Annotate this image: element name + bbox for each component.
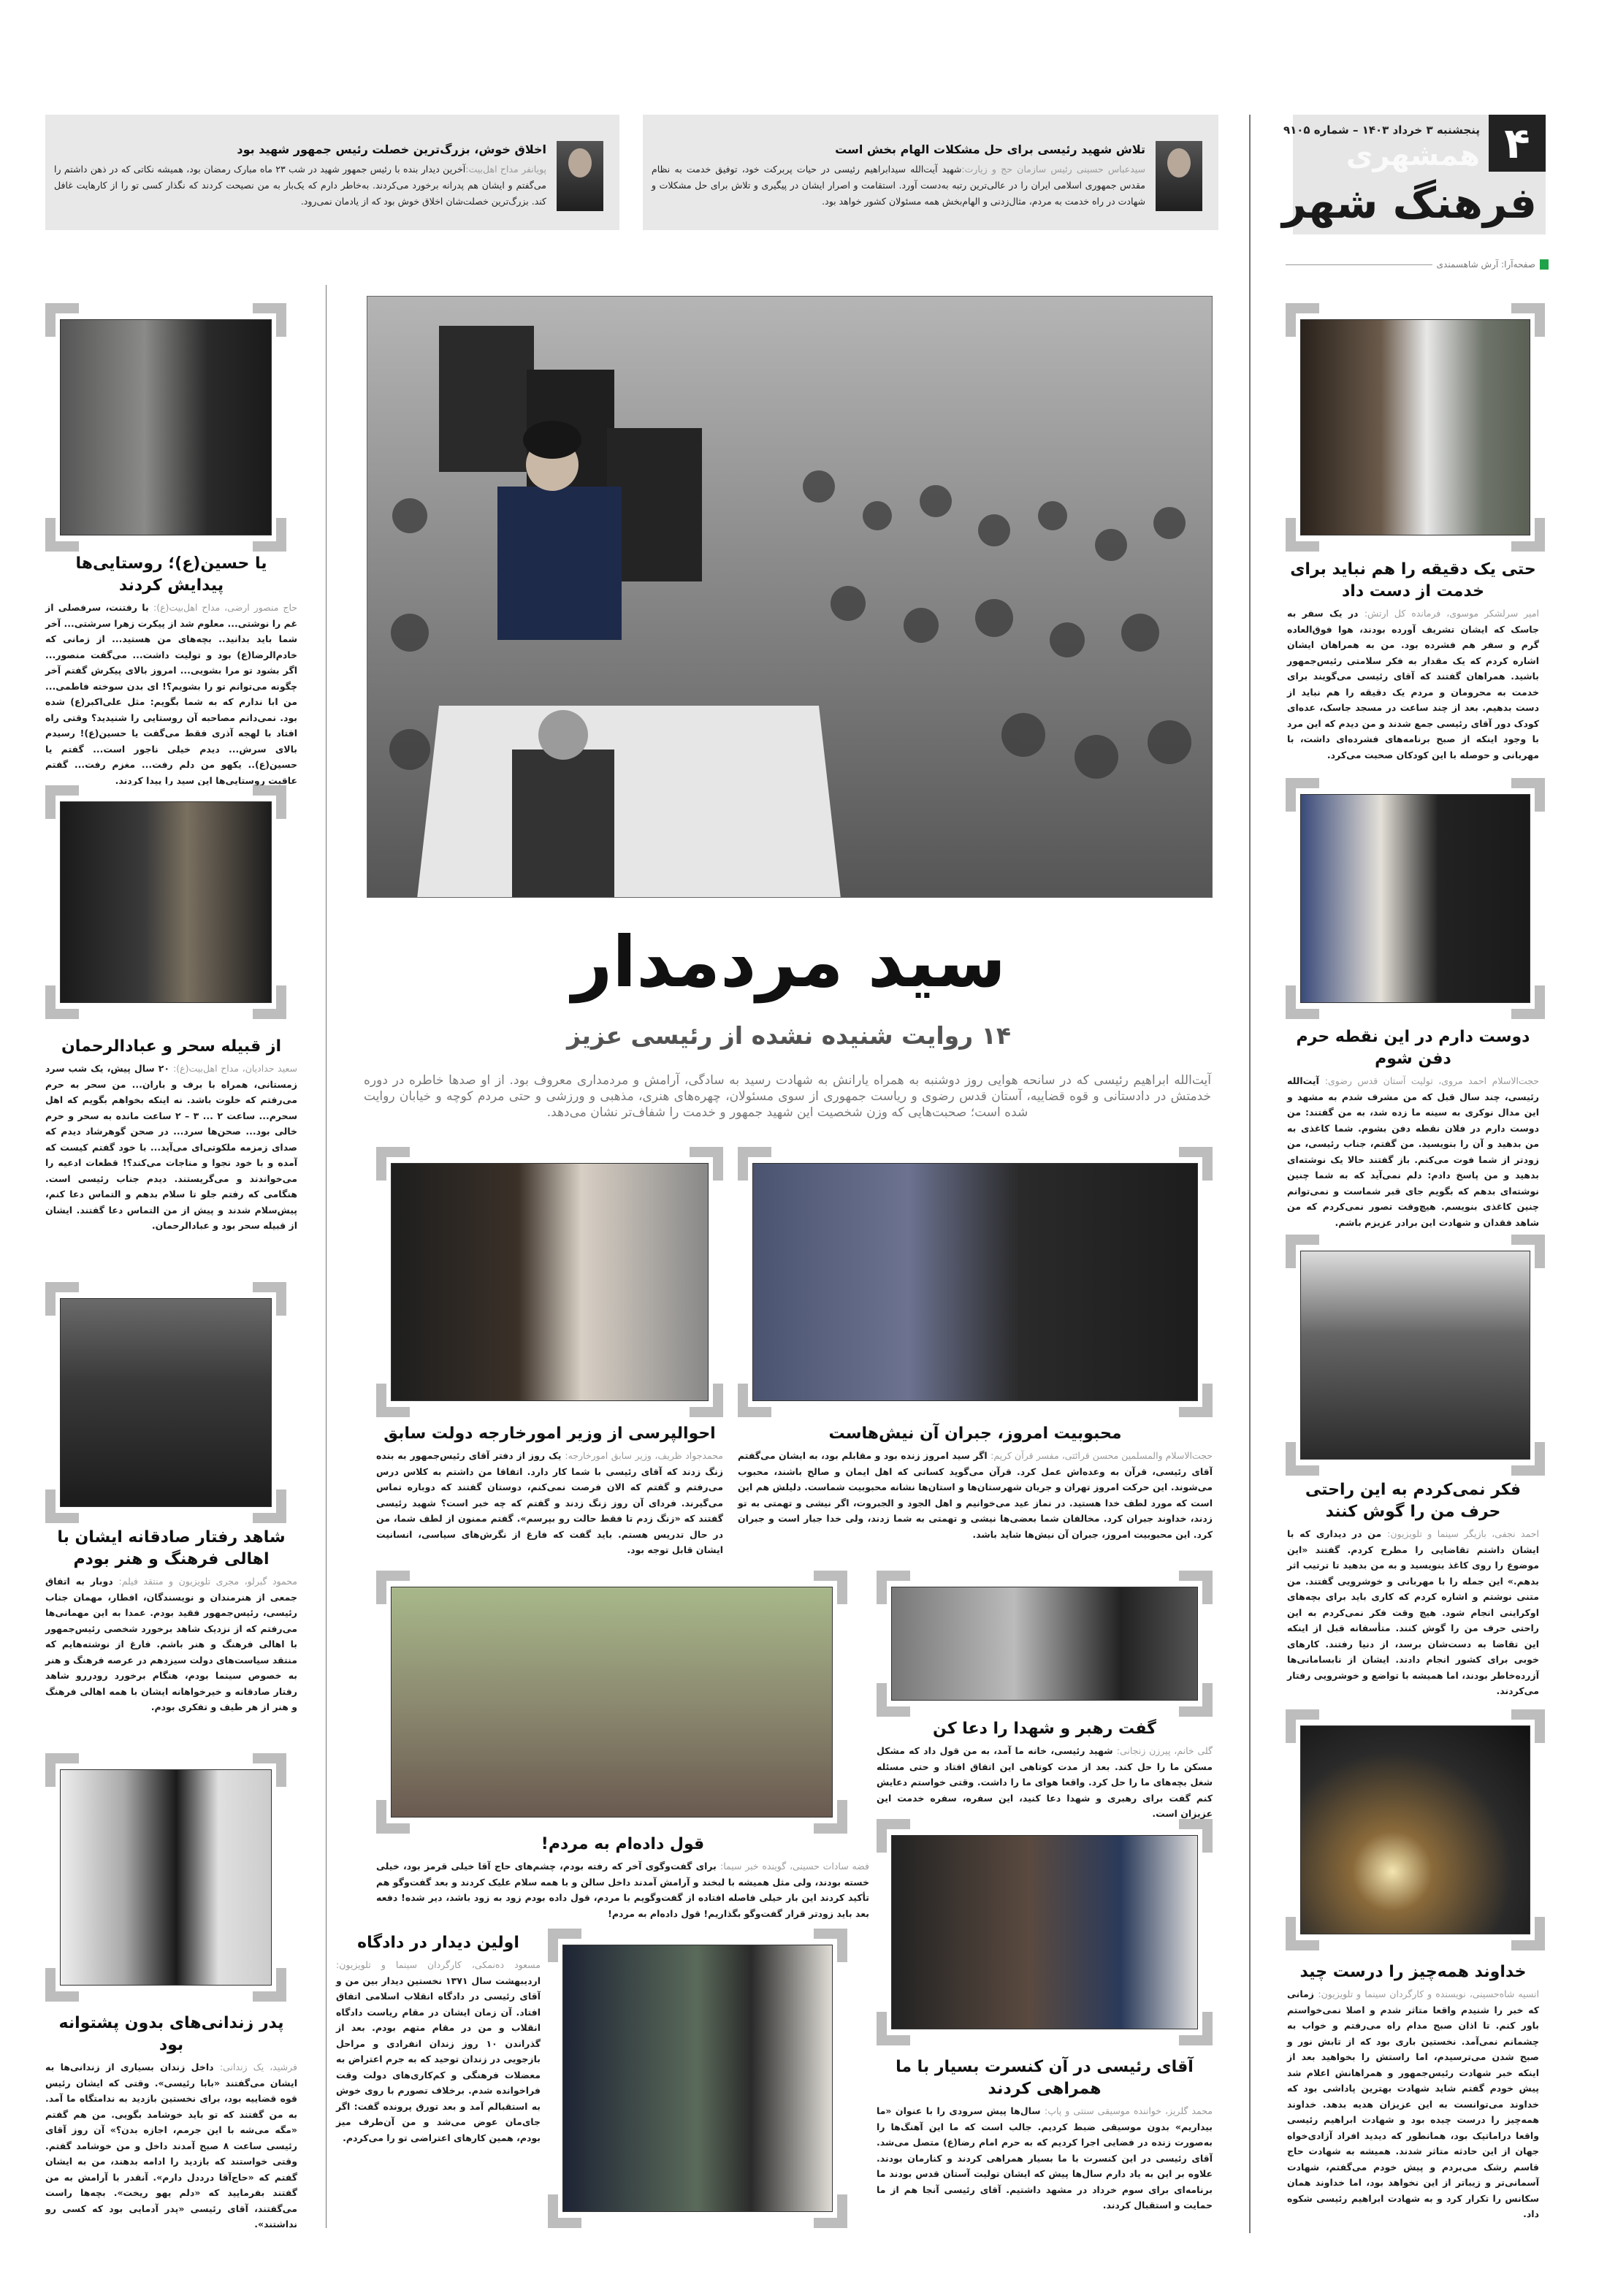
story xyxy=(376,1834,869,1921)
photo xyxy=(60,319,272,535)
top-quote-box xyxy=(643,115,1218,230)
story xyxy=(877,1718,1213,1822)
main-subtitle: ۱۴ روایت شنیده نشده از رئیسی عزیز xyxy=(567,1021,1011,1050)
photo xyxy=(60,1298,272,1507)
story-body: حجت‌الاسلام والمسلمین محسن قرائتی، مفسر قرآن کریم: اگر سید امروز زنده بود و مقابلم بود، به ایشان می‌گفتم آقای رئیسی، قرآن به وعده‌اش عمل کرد. قرآن می‌گوید کسانی که اهل ایمان و صالح باشند، محبوب می‌شوند. این حرکت امروز تهران و جریان شهرستان‌ها و استان‌ها نشانه محبوبیت شماست. دلیلش هم این است که مورد لطف خدا هستید. در نماز عید می‌خوانیم و اهل الجود و الجبروت، اگر نیشی و تهمتی به تو زدند، خداوند جبران کرد. مخالفان شما بعضی‌ها نیشی و تهمتی به شما زدند، ولی خدا جبار است و جبران کرد. این محبوبیت امروز، جبران آن نیش‌ها شاید باشد. xyxy=(738,1450,1213,1540)
story-body: حاج منصور ارضی، مداح اهل‌بیت(ع): با رفتنت، سرفصلی از غم را نوشتی... معلوم شد از پیکرت زهرا سرشتی... آخر شما باید بدانید.. بچه‌های من هستید... از زمانی که خادم‌الرضا(ع) بود و تولیت داشت... می‌گفت منصور... اگر بشود تو مرا بشویی... امروز بالای پیکرش گفتم آخر چگونه می‌توانم تو را بشویم؟! ای بدن سوخته فاطمی... من ابا ندارم که به شما بگویم: مثل علی‌اکبر(ع) شده بود. نمی‌دانم مصاحبه آن روستایی را شنیدید؟ وقتی راه افتاد با لهجه آذری فقط می‌گفت یا حسین(ع)! رسیدم بالای سرش... دیدم خیلی ناجور است... گفتم یا حسین(ع).. یکهو من دلم رفت... مغزم رفت... گفتم عاقبت روستایی‌ها این سید را پیدا کردند. xyxy=(45,602,297,786)
photo xyxy=(891,1587,1198,1701)
photo-frame xyxy=(45,1753,286,2002)
box-body: سیدعباس حسینی رئیس سازمان حج و زیارت:شهید آیت‌الله سیدابراهیم رئیسی در حیات پربرکت خود، توفیق خدمت به نظام مقدس جمهوری اسلامی ایران را در عالی‌ترین رتبه به‌دست آورد. استقامت و اصرار ایشان در پیگیری و تلاش برای حل مشکلات و شهادت در راه خدمت به مردم، مثال‌زدنی و الهام‌بخش همه مسئولان کشور خواهد بود. xyxy=(652,164,1145,207)
newspaper-logo: همشهری xyxy=(1345,139,1480,172)
photo xyxy=(1300,794,1530,1003)
page-number: ۴ xyxy=(1489,115,1546,172)
story xyxy=(45,1527,297,1715)
story xyxy=(376,1423,723,1558)
story xyxy=(1287,1961,1539,2222)
story-headline: خداوند همه‌چیز را درست چید xyxy=(1299,1963,1527,1981)
lead-paragraph: آیت‌الله ابراهیم رئیسی که در سانحه هوایی روز دوشنبه به همراه یارانش به شهادت رسید به سادگی، آرامش و مردمداری معروف بود. از او صدها خاطره در دوره خدمتش در دادستانی و قوه قضاییه، آستان قدس رضوی و ریاست جمهوری از سوی مسئولان، چهره‌های هنری، مذهبی و ورزشی و حتی مردم کوچه و خیابان روایت شده است؛ صحبت‌هایی که وزن شخصیت این شهید جمهور و خدمت را شفاف‌تر نشان می‌دهد. xyxy=(364,1073,1211,1120)
photo xyxy=(1300,319,1530,535)
story-headline: آقای رئیسی در آن کنسرت بسیار با ما همراهی کردند xyxy=(896,2058,1194,2098)
story-headline: قول داده‌ام به مردم! xyxy=(541,1835,705,1853)
photo-frame xyxy=(45,785,286,1019)
hero-photo xyxy=(367,296,1213,898)
story-headline: از قبیله سحر و عبادالرحمان xyxy=(61,1037,282,1056)
story-body: امیر سرلشکر موسوی، فرمانده کل ارتش: در یک سفر به جاسک که ایشان تشریف آورده بودند، هوا فوق‌العاده گرم و سفر هم فشرده بود. من به همراهان ایشان اشاره کردم که یک مقدار به فکر سلامتی رئیس‌جمهور باشید. همراهان گفتند که آقای رئیسی می‌گویند برای خدمت به محرومان و مردم یک دقیقه را هم نباید از دست بدهیم. بعد از چند ساعت در مسجد جاسک، عده‌ای کودک دور آقای رئیسی جمع شدند و من دیدم که این مرد با وجود اینکه از صبح برنامه‌های فشرده‌ای داشت، با مهربانی و حوصله با این کودکان صحبت می‌کرد. xyxy=(1287,608,1539,760)
photo-frame xyxy=(1286,778,1545,1019)
masthead xyxy=(1282,115,1546,234)
story-headline: پدر زندانی‌های بدون پشتوانه بود xyxy=(58,2014,284,2054)
top-quote-box xyxy=(45,115,619,230)
story-headline: محبوبیت امروز، جبران آن نیش‌هاست xyxy=(828,1424,1122,1443)
photo-frame xyxy=(376,1571,847,1834)
story-body: محمدجواد ظریف، وزیر سابق امورخارجه: یک روز از دفتر آقای رئیس‌جمهور به بنده زنگ زدند که آقای رئیسی با شما کار دارد. اتفاقا من داشتم به کلاس درس می‌رفتم و گفتم که الان فرصت نمی‌کنم، دوستان گفتند که دوباره تماس می‌گیرند. فردای آن روز زنگ زدند و گفتم که چه خبر است؟ شهید رئیسی گفتند که «زنگ زدم تا فقط حالت رو بپرسم». گفتم ممنون از لطف شما، من در حال تدریس هستم. باید گفت که فارغ از نگرش‌های سیاسی، انسانیت ایشان قابل توجه بود. xyxy=(376,1450,723,1555)
photo xyxy=(391,1587,833,1818)
story xyxy=(45,553,297,788)
story-headline: یا حسین(ع)؛ روستایی‌ها پیدایش کردند xyxy=(75,554,267,595)
story xyxy=(45,2013,297,2232)
photo xyxy=(1300,1251,1530,1460)
story-body: محمد گلریز، خواننده موسیقی سنتی و پاپ: سال‌ها پیش سرودی را با عنوان «ما بیداریم» بدون موسیقی ضبط کردیم. جالب است که ما این آهنگ‌ها را به‌صورت زنده در فضایی اجرا کردیم که به حرم امام رضا(ع) متصل می‌شد. آقای رئیسی در این کنسرت با ما بسیار همراهی کردند و کنارمان بودند. علاوه بر این به یاد دارم سال‌ها پیش که ایشان تولیت آستان قدس بودند ما برنامه‌ای برای سوم خرداد در مشهد داشتیم. آقای رئیسی آنجا هم از ما حمایت و استقبال کردند. xyxy=(877,2105,1213,2211)
story-body: فضه سادات حسینی، گوینده خبر سیما: برای گفت‌وگوی آخر که رفته بودم، چشم‌های حاج آقا خیلی قرمز بود، خیلی خسته بودند، ولی مثل همیشه با لبخند و آرامش آمدند داخل سالن و با همه سلام علیک کردند و بعد گفت‌وگو هم تأکید کردند این بار خیلی فاصله افتاده از گفت‌وگویم با مردم، قول داده بودم زود به زود باشد، دیر شده! دفعه بعد باید زودتر قرار گفت‌وگو بگذاریم! قول داده‌ام به مردم! xyxy=(376,1861,869,1919)
story-body: حجت‌الاسلام احمد مروی، تولیت آستان قدس رضوی: آیت‌الله رئیسی، چند سال قبل که من مشرف شدم به مشهد و این مدال نوکری به سینه ما زده شد، به من گفتند: من دوست دارم در فلان نقطه دفن بشوم. شما کاغذی به من بدهید و آن را بنویسید. من گفتم، جناب رئیسی، من زودتر از شما فوت می‌کنم. باز گفتند حالا یک نوشته‌ای بدهید و من پاسخ دادم: دلم نمی‌آید که به شما چنین نوشته‌ای بدهم که بگویم جای قبر شماست و نمی‌توانم چنین کاغذی بنویسم. هیچ‌وقت تصور نمی‌کردم که من شاهد فقدان و شهادت این برادر عزیزم باشم. xyxy=(1287,1075,1539,1228)
box-headline: تلاش شهید رئیسی برای حل مشکلات الهام بخش است xyxy=(835,142,1145,156)
photo-frame xyxy=(548,1929,847,2228)
issue-date: پنجشنبه ۳ خرداد ۱۴۰۳ – شماره ۹۱۰۵ xyxy=(1283,123,1480,137)
box-headline: اخلاق خوش، بزرگ‌ترین خصلت رئیس جمهور شهید بود xyxy=(237,142,546,156)
photo-frame xyxy=(877,1571,1213,1717)
section-title: فرهنگ شهر xyxy=(1282,178,1537,228)
story-body: فرشید، یک زندانی: داخل زندان بسیاری از زندانی‌ها به ایشان می‌گفتند «بابا رئیسی». وقتی که ایشان رئیس قوه قضاییه بود، برای نخستین بازدید به ندامتگاه ما آمد. به من گفتند که تو باید خوشامد بگویی. من هم گفتم «مگه می‌شه با این جرمم، اجازه بدن؟» آن روز آقای رئیسی ساعت ۸ صبح آمدند داخل و من خوشامد گفتم. وقتی خواستند که بازدید را ادامه بدهند، من به ایشان گفتم که «حاج‌آقا درددل دارم». آنقدر با آرامش به من گفتند بفرمایید که «دلم یهو ریخت». بچه‌ها راست می‌گفتند، آقای رئیسی «پدر آدمایی بود که کسی رو نداشتند». xyxy=(45,2062,297,2230)
story-body: محمود گبرلو، مجری تلویزیون و منتقد فیلم: دوبار به اتفاق جمعی از هنرمندان و نویسندگان، افطار، مهمان جناب رئیسی، رئیس‌جمهور فقید بودم. عمدا به این مهمانی‌ها می‌رفتم که از نزدیک شاهد برخورد شخصی رئیس‌جمهور با اهالی فرهنگ و هنر باشم. فارغ از نوشته‌هایم که منتقد سیاست‌های دولت سیزدهم در عرصه فرهنگ و هنر به خصوص سینما بودم، هنگام برخورد رودررو شاهد رفتار صادقانه و خیرخواهانه ایشان با همه اهالی فرهنگ و هنر از هر طیف و تفکری بودم. xyxy=(45,1576,297,1712)
photo xyxy=(891,1835,1198,2029)
green-marker-icon xyxy=(1540,259,1549,270)
story xyxy=(45,1036,297,1234)
story-headline: اولین دیدار در دادگاه xyxy=(357,1934,519,1952)
story xyxy=(877,2056,1213,2213)
main-title: سید مردمدار xyxy=(572,921,1006,1003)
photo-frame xyxy=(877,1819,1213,2045)
story xyxy=(1287,1479,1539,1699)
story-headline: احوالپرسی از وزیر امورخارجه دولت سابق xyxy=(383,1424,716,1443)
story-headline: گفت رهبر و شهدا را دعا کن xyxy=(933,1720,1156,1738)
story-headline: فکر نمی‌کردم به این راحتی حرف من را گوش کنند xyxy=(1305,1481,1522,1521)
photo-frame xyxy=(1286,1235,1545,1476)
story-body: انسیه شاه‌حسینی، نویسنده و کارگردان سینما و تلویزیون: زمانی که خبر را شنیدم واقعا متاثر شدم و اصلا نمی‌خواستم باور کنم. تا اذان صبح مدام راه می‌رفتم و خواب به چشمانم نمی‌آمد. نخستین باری بود که از تابش نور و صبح شدن می‌ترسیدم، اما راستش را بخواهید بعد از اینکه خبر شهادت رئیس‌جمهور و همراهانش اعلام شد پیش خودم گفتم شاید شهادت بهترین پاداشی بود که خداوند می‌توانست به این عزیزان هدیه بدهد. خداوند همه‌چیز را درست چیده بود و شهادت ابراهیم رئیسی واقعا دراماتیک بود، همانطور که دیدید افراد آزادی‌خواه جهان از این حادثه متاثر شدند. همیشه به شهادت حاج قاسم رشک می‌بردم و پیش خودم می‌گفتم، شهادت آسمانی‌تر و زیباتر از این نخواهد بود، اما خداوند همان سکانس را تکرار کرد و به شهادت ابراهیم رئیسی شکوه داد. xyxy=(1287,1988,1540,2219)
photo xyxy=(391,1163,709,1401)
photo xyxy=(60,1769,272,1986)
photo-frame xyxy=(376,1147,723,1417)
photo xyxy=(60,801,272,1003)
avatar xyxy=(557,141,603,211)
story-body: احمد نجفی، بازیگر سینما و تلویزیون: من در دیداری که با ایشان داشتم تقاضایی را مطرح کردم. گفتند «این موضوع را روی کاغذ بنویسید و به من بدهید تا ترتیب اثر بدهم.» این جمله را با مهربانی و خوشرویی گفتند. من متنی نوشتم و اشاره کردم که کاری باید برای بچه‌های اوکراینی انجام شود. هیچ وقت فکر نمی‌کردم به این راحتی حرف من را گوش کنند. متأسفانه قبل از اینکه این تقاضا به دست‌شان برسد، از دنیا رفتند. کارهای خوبی برای کشور انجام دادند. ایشان از نابسامانی‌ها آزرده‌خاطر بودند، اما همیشه با تواضع و خوشرویی رفتار می‌کردند. xyxy=(1287,1528,1539,1696)
story xyxy=(1287,1026,1539,1230)
column-rule xyxy=(1249,115,1251,2233)
photo-frame xyxy=(45,303,286,552)
story-body: سعید حدادیان، مداح اهل‌بیت(ع): ۲۰ سال پیش، یک شب سرد زمستانی، همراه با برف و باران... من سحر به حرم می‌رفتم که خلوت باشد. نه اینکه بخواهم بگویم که اهل سحرم... ساعت ۲ ... ۳ – ۲ ساعت مانده به سحر و حرم خالی بود... صحن‌ها سرد... در صحن گوهرشاد دیدم که صدای زمزمه ملکوتی‌ای می‌آید... با خود گفتم کیست که آمده و با خود نجوا و مناجات می‌کند؟! قطعات ادعیه را می‌خواندند و می‌گریستند. دیدم جناب رئیسی است. هنگامی که رفتم جلو تا سلام بدهم و التماس دعا کنم، پیش‌سلام شدند و پیش از من التماس دعا گفتند. ایشان از قبیله سحر بود و عبادالرحمان. xyxy=(45,1063,297,1231)
photo-frame xyxy=(738,1147,1213,1417)
avatar xyxy=(1156,141,1202,211)
story xyxy=(1287,559,1539,763)
photo xyxy=(752,1163,1198,1401)
story-headline: شاهد رفتار صادقانه ایشان با اهالی فرهنگ و هنر بودم xyxy=(57,1528,286,1568)
photo xyxy=(1300,1725,1530,1934)
story xyxy=(336,1932,541,2146)
photo-frame xyxy=(45,1282,286,1523)
divider xyxy=(1286,264,1432,265)
column-rule xyxy=(326,285,327,2228)
photo xyxy=(562,1945,833,2212)
photo-frame xyxy=(1286,303,1545,552)
designer-credit: صفحه‌آرا: آرش شاهسمندی xyxy=(1286,259,1549,270)
box-body: پویانفر مداح اهل‌بیت:آخرین دیدار بنده با رئیس جمهور شهید در شب ۲۳ ماه مبارک رمضان بود، همیشه نکاتی که در ذهن داشتم را می‌گفتم و ایشان هم پدرانه برخورد می‌کردند. به‌خاطر دارم که یک‌بار به من نصیحت کردند که نگذار کسی تو را از کارهایت غافل کند. بزرگ‌ترین خصلت‌شان اخلاق خوش بود که از یادمان نمی‌رود. xyxy=(54,164,547,207)
story xyxy=(738,1423,1213,1542)
crowd-photo-icon xyxy=(367,297,1212,898)
story-body: گلی خانم، پیرزن زنجانی: شهید رئیسی، خانه ما آمد، به من قول داد که مشکل مسکن ما را حل کند. بعد از مدت کوتاهی این اتفاق افتاد و حتی مسئله شغل بچه‌های ما را حل کرد. واقعا هوای ما را داشت. وقتی خواستم دعایش کنم گفت برای رهبری و شهدا دعا کنید، این سفره، سفره خدمت این عزیزان است. xyxy=(877,1745,1213,1819)
story-headline: حتی یک دقیقه را هم نباید برای خدمت از دست داد xyxy=(1290,560,1536,600)
story-headline: دوست دارم در این نقطه حرم دفن شوم xyxy=(1296,1028,1530,1068)
photo-frame xyxy=(1286,1709,1545,1950)
story-body: مسعود ده‌نمکی، کارگردان سینما و تلویزیون: اردیبهشت سال ۱۳۷۱ نخستین دیدار بین من و آقای رئیسی در دادگاه انقلاب اسلامی اتفاق افتاد. آن زمان ایشان در مقام ریاست دادگاه انقلاب و من در مقام متهم بودم. بعد از گذراندن ۱۰ روز زندان انفرادی و مراحل بازجویی در زندان توحید که به جرم اعتراض به معضلات فرهنگی و کم‌کاری‌های دولت وقت فراخوانده شدم. برخلاف تصورم با روی خوش به استقبالم آمد و بعد تورق پرونده گفت: اگر جای‌مان عوض می‌شد و من آن‌طرف میز بودم، همین کارهای اعتراضی تو را می‌کردم. xyxy=(336,1959,541,2143)
